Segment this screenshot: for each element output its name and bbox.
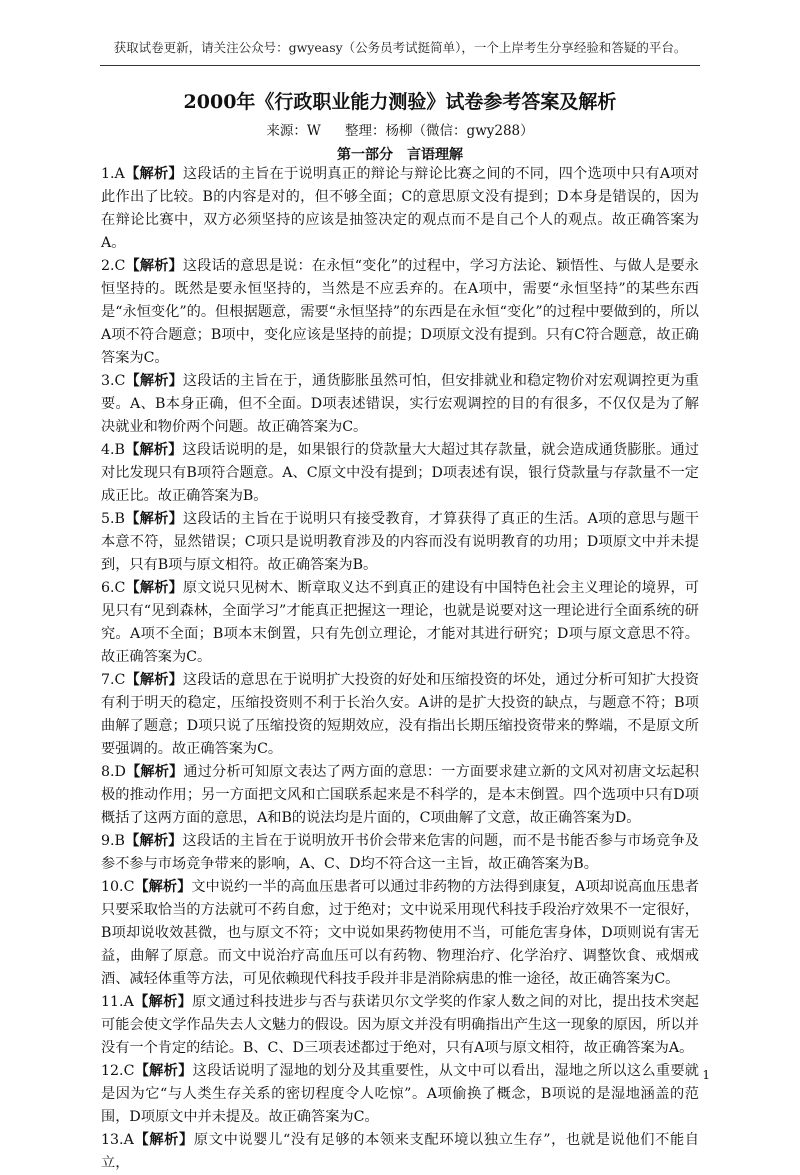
source-label: 来源：W: [266, 123, 321, 139]
analysis-tag: 【解析】: [134, 1063, 193, 1079]
answer-text: 这段话的主旨在于说明真正的辩论与辩论比赛之间的不同，四个选项中只有A项对此作出了比较。B的内容是对的，但不够全面；C的意思原文没有提到；D本身是错误的，因为在辩论比赛中，双方必须坚持的应该是抽签决定的观点而不是自己个人的观点。故正确答案为A。: [101, 166, 699, 251]
answer-number: 12.C: [101, 1063, 135, 1079]
answer-number: 4.B: [101, 442, 125, 458]
editor-label: 整理：杨柳（微信：gwy288）: [345, 123, 534, 139]
answer-list: [101, 163, 699, 1175]
analysis-tag: 【解析】: [125, 764, 184, 780]
analysis-tag: 【解析】: [124, 166, 183, 182]
answer-number: 2.C: [101, 258, 126, 274]
answer-text: 这段话说明的是，如果银行的贷款量大大超过其存款量，就会造成通货膨胀。通过对比发现只有B项符合题意。A、C原文中没有提到；D项表述有误，银行贷款量与存款量不一定成正比。故正确答案为B。: [101, 442, 699, 504]
analysis-tag: 【解析】: [125, 672, 183, 688]
header-notice: 获取试卷更新，请关注公众号：gwyeasy（公务员考试挺简单），一个上岸考生分享经验和答疑的平台。: [113, 40, 687, 55]
answer-text: 这段话的意思在于说明扩大投资的好处和压缩投资的坏处，通过分析可知扩大投资有利于明天的稳定，压缩投资则不利于长治久安。A讲的是扩大投资的缺点，与题意不符；B项曲解了题意；D项只说了压缩投资的短期效应，没有指出长期压缩投资带来的弊端，不是原文所要强调的。故正确答案为C。: [101, 672, 699, 757]
answer-number: 10.C: [101, 879, 135, 895]
answer-number: 6.C: [101, 580, 126, 596]
answer-text: 文中说约一半的高血压患者可以通过非药物的方法得到康复，A项却说高血压患者只要采取恰当的方法就可不药自愈，过于绝对；文中说采用现代科技手段治疗效果不一定很好，B项却说收效甚微，也与原文不符；文中说如果药物使用不当，可能危害身体，D项则说有害无益，曲解了原意。而文中说治疗高血压可以有药物、物理治疗、化学治疗、调整饮食、戒烟戒酒、减轻体重等方法，可见依赖现代科技手段并非是消除病患的惟一途径，故正确答案为C。: [101, 879, 699, 987]
analysis-tag: 【解析】: [133, 1132, 194, 1148]
answer-item: [101, 991, 699, 1060]
answer-item: [101, 1060, 699, 1129]
answer-item: [101, 370, 699, 439]
page-title: 2000年《行政职业能力测验》试卷参考答案及解析: [183, 91, 617, 113]
analysis-tag: 【解析】: [125, 258, 183, 274]
source-line: [60, 122, 740, 140]
answer-number: 7.C: [101, 672, 126, 688]
answer-number: 1.A: [101, 166, 125, 182]
answer-text: 这段话的主旨在于说明放开书价会带来危害的问题，而不是书能否参与市场竞争及参不参与市场竞争带来的影响，A、C、D均不符合这一主旨，故正确答案为B。: [101, 833, 699, 872]
answer-number: 9.B: [101, 833, 125, 849]
answer-item: [101, 669, 699, 761]
answer-text: 原文通过科技进步与否与获诺贝尔文学奖的作家人数之间的对比，提出技术突起可能会使文学作品失去人文魅力的假设。因为原文并没有明确指出产生这一现象的原因，所以并没有一个肯定的结论。B、C、D三项表述都过于绝对，只有A项与原文相符，故正确答案为A。: [101, 994, 699, 1056]
answer-item: [101, 163, 699, 255]
header-divider: [100, 65, 700, 66]
analysis-tag: 【解析】: [134, 879, 192, 895]
answer-number: 11.A: [101, 994, 134, 1010]
answer-number: 3.C: [101, 373, 126, 389]
answer-item: [101, 508, 699, 577]
analysis-tag: 【解析】: [133, 994, 193, 1010]
analysis-tag: 【解析】: [125, 580, 183, 596]
answer-text: 这段话的主旨在于说明只有接受教育，才算获得了真正的生活。A项的意思与题干本意不符，显然错误；C项只是说明教育涉及的内容而没有说明教育的功用；D项原文中并未提到，只有B项与原文相符。故正确答案为B。: [101, 511, 699, 573]
answer-text: 原文说只见树木、断章取义达不到真正的建设有中国特色社会主义理论的境界，可见只有“见到森林，全面学习”才能真正把握这一理论，也就是说要对这一理论进行全面系统的研究。A项不全面；B项本末倒置，只有先创立理论，才能对其进行研究；D项与原文意思不符。故正确答案为C。: [101, 580, 699, 665]
answer-number: 13.A: [101, 1132, 134, 1148]
answer-item: [101, 830, 699, 876]
answer-number: 5.B: [101, 511, 125, 527]
page-number: 1: [702, 1068, 710, 1082]
answer-item: [101, 439, 699, 508]
analysis-tag: 【解析】: [124, 442, 183, 458]
answer-item: [101, 876, 699, 991]
section-title: 第一部分 言语理解: [337, 147, 463, 163]
analysis-tag: 【解析】: [124, 511, 184, 527]
answer-item: [101, 255, 699, 370]
answer-text: 通过分析可知原文表达了两方面的意思：一方面要求建立新的文风对初唐文坛起积极的推动作用；另一方面把文风和亡国联系起来是不科学的，是本末倒置。四个选项中只有D项概括了这两方面的意思，A和B的说法均是片面的，C项曲解了文意，故正确答案为D。: [101, 764, 699, 826]
answer-number: 8.D: [101, 764, 126, 780]
answer-text: 原文中说婴儿“没有足够的本领来支配环境以独立生存”，也就是说他们不能自立，: [101, 1132, 699, 1171]
analysis-tag: 【解析】: [125, 373, 183, 389]
answer-item: [101, 1129, 699, 1175]
answer-text: 这段话说明了湿地的划分及其重要性，从文中可以看出，湿地之所以这么重要就是因为它“与人类生存关系的密切程度令人吃惊”。A项偷换了概念，B项说的是湿地涵盖的范围，D项原文中并未提及。故正确答案为C。: [101, 1063, 699, 1125]
analysis-tag: 【解析】: [124, 833, 183, 849]
answer-text: 这段话的意思是说：在永恒“变化”的过程中，学习方法论、颖悟性、与做人是要永恒坚持的。既然是要永恒坚持的，当然是不应丢弃的。在A项中，需要“永恒坚持”的某些东西是“永恒变化”的。但根据题意，需要“永恒坚持”的东西是在永恒“变化”的过程中要做到的，所以A项不符合题意；B项中，变化应该是坚持的前提；D项原文没有提到。只有C符合题意，故正确答案为C。: [101, 258, 699, 366]
answer-item: [101, 761, 699, 830]
answer-text: 这段话的主旨在于，通货膨胀虽然可怕，但安排就业和稳定物价对宏观调控更为重要。A、B本身正确，但不全面。D项表述错误，实行宏观调控的目的有很多，不仅仅是为了解决就业和物价两个问题。故正确答案为C。: [101, 373, 699, 435]
answer-item: [101, 577, 699, 669]
